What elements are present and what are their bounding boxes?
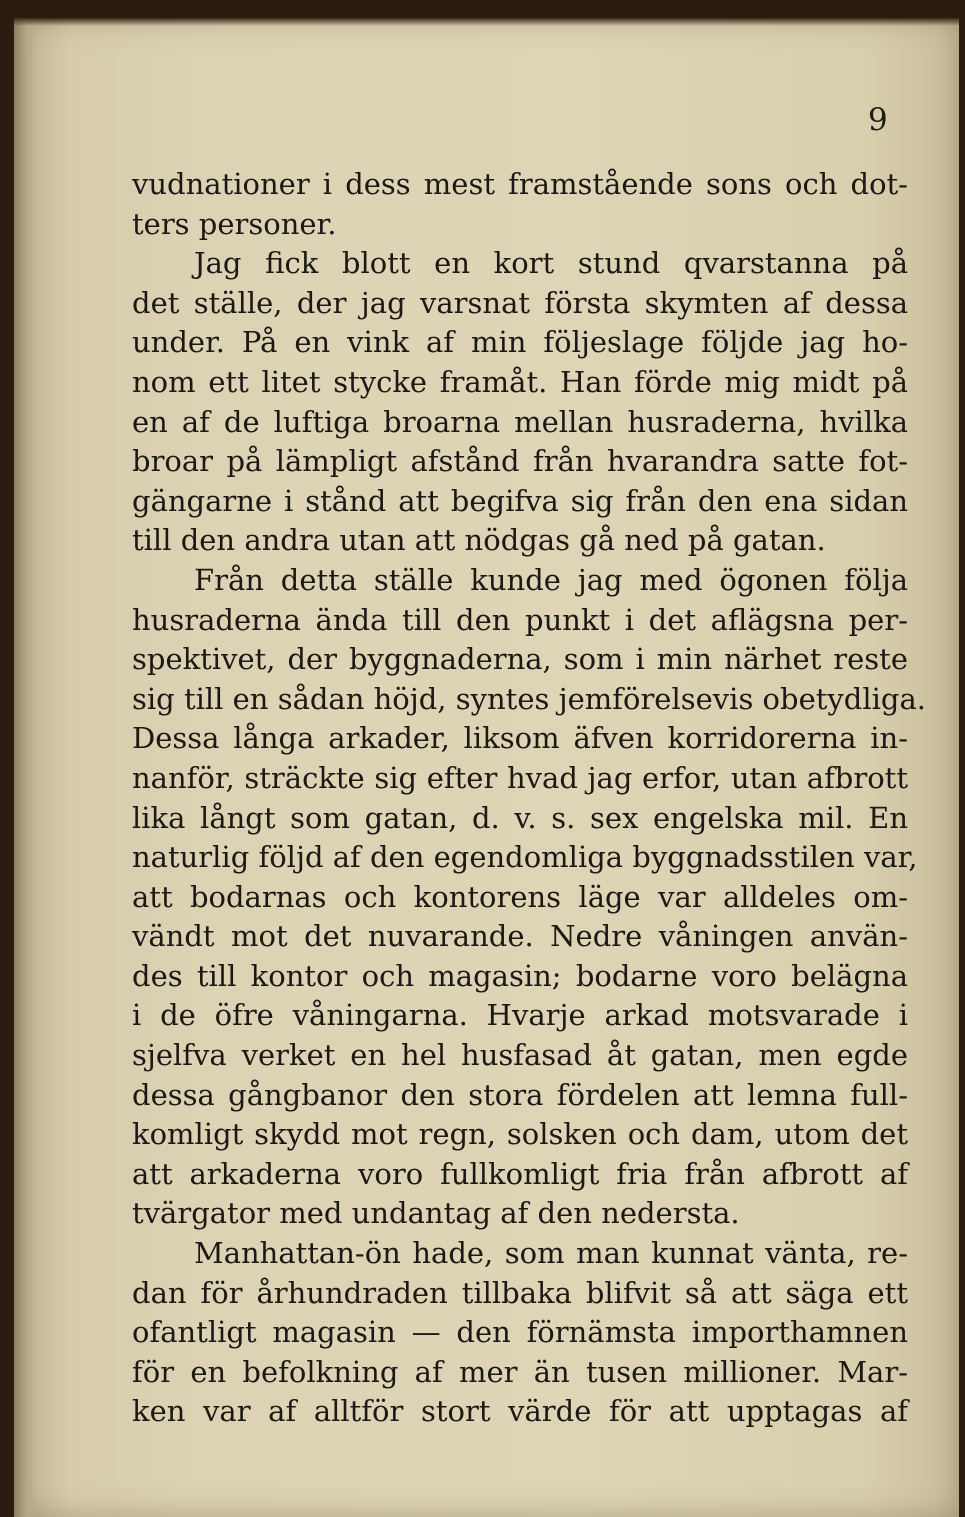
text-line: Dessa långa arkader, liksom äfven korridorerna in- <box>132 721 908 756</box>
text-line: sjelfva verket en hel husfasad åt gatan, men egde <box>132 1038 908 1073</box>
text-line: nanför, sträckte sig efter hvad jag erfor, utan afbrott <box>132 760 908 795</box>
text-line: husraderna ända till den punkt i det aflägsna per- <box>132 602 908 637</box>
text-line: naturlig följd af den egendomliga byggnadsstilen var, <box>132 840 918 875</box>
text-line: att arkaderna voro fullkomligt fria från afbrott af <box>132 1156 908 1191</box>
text-line: des till kontor och magasin; bodarne voro belägna <box>132 958 908 993</box>
text-line: lika långt som gatan, d. v. s. sex engelska mil. En <box>132 800 908 835</box>
text-line: att bodarnas och kontorens läge var alldeles om- <box>132 879 908 914</box>
text-line: i de öfre våningarna. Hvarje arkad motsvarade i <box>132 998 908 1033</box>
text-line: ters personer. <box>132 206 337 241</box>
text-line: tvärgator med undantag af den nedersta. <box>132 1196 740 1231</box>
text-line: ofantligt magasin — den förnämsta importhamnen <box>132 1315 908 1350</box>
page-top-edge <box>14 18 959 26</box>
text-line: sig till en sådan höjd, syntes jemförelsevis obetydliga. <box>132 681 926 716</box>
page-spine-shadow <box>14 18 36 1517</box>
text-line: det ställe, der jag varsnat första skymten af dessa <box>132 285 908 320</box>
text-line: dessa gångbanor den stora fördelen att lemna full- <box>132 1077 908 1112</box>
text-line: ken var af alltför stort värde för att upptagas af <box>132 1394 908 1429</box>
text-line: vändt mot det nuvarande. Nedre våningen använ- <box>132 919 908 954</box>
text-line: till den andra utan att nödgas gå ned på gatan. <box>132 523 826 558</box>
body-text <box>132 165 926 1432</box>
text-line: nom ett litet stycke framåt. Han förde mig midt på <box>132 364 908 399</box>
text-line: för en befolkning af mer än tusen millioner. Mar- <box>132 1354 908 1389</box>
text-line: Manhattan-ön hade, som man kunnat vänta, re- <box>194 1236 908 1271</box>
page-number: 9 <box>868 102 888 138</box>
text-line: en af de luftiga broarna mellan husraderna, hvilka <box>132 404 908 439</box>
text-line: Från detta ställe kunde jag med ögonen följa <box>194 562 908 597</box>
text-line: gängarne i stånd att begifva sig från den ena sidan <box>132 483 908 518</box>
book-page <box>14 18 959 1517</box>
text-line: under. På en vink af min följeslage följde jag ho- <box>132 325 908 360</box>
text-line: spektivet, der byggnaderna, som i min närhet reste <box>132 642 908 677</box>
text-line: komligt skydd mot regn, solsken och dam, utom det <box>132 1117 908 1152</box>
text-line: vudnationer i dess mest framstående sons och dot- <box>132 167 908 201</box>
text-line: dan för århundraden tillbaka blifvit så att säga ett <box>132 1275 908 1310</box>
text-line: Jag fick blott en kort stund qvarstanna på <box>194 246 908 281</box>
text-line: broar på lämpligt afstånd från hvarandra satte fot- <box>132 444 908 479</box>
